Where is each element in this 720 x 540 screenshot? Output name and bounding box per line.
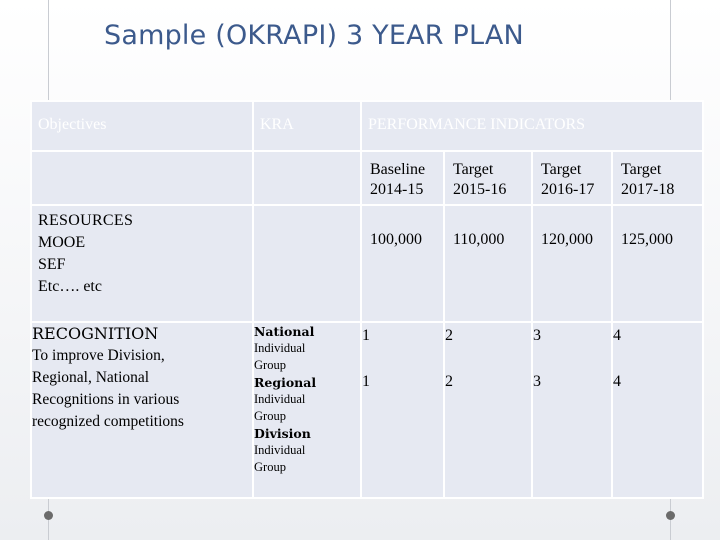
table-row-years bbox=[31, 151, 703, 205]
recognition-line: Recognitions in various bbox=[32, 391, 180, 408]
slide-title: Sample (OKRAPI) 3 YEAR PLAN bbox=[104, 20, 524, 51]
kra-type: Individual bbox=[254, 443, 306, 457]
years-kra-cell bbox=[253, 151, 361, 205]
recognition-value: 2 bbox=[445, 373, 453, 390]
year-period: 2015-16 bbox=[453, 181, 507, 198]
table-row-recognition bbox=[31, 322, 703, 498]
header-objectives: Objectives bbox=[31, 101, 253, 151]
recognition-value: 3 bbox=[533, 327, 541, 344]
resources-objective-cell bbox=[31, 205, 253, 322]
table-row-resources bbox=[31, 205, 703, 322]
recognition-objective-cell bbox=[31, 322, 253, 498]
recognition-heading: RECOGNITION bbox=[32, 324, 159, 343]
recognition-values-target-1 bbox=[444, 322, 532, 498]
year-period: 2014-15 bbox=[370, 181, 424, 198]
years-objectives-cell bbox=[31, 151, 253, 205]
year-label: Target bbox=[453, 161, 494, 178]
year-period: 2017-18 bbox=[621, 181, 675, 198]
recognition-values-target-2 bbox=[532, 322, 612, 498]
decorative-dot-right bbox=[666, 511, 675, 520]
table-header-row bbox=[31, 101, 703, 151]
year-label: Target bbox=[541, 161, 582, 178]
recognition-value: 4 bbox=[613, 373, 621, 390]
recognition-line: Regional, National bbox=[32, 369, 150, 386]
header-kra: KRA bbox=[253, 101, 361, 151]
kra-type: Individual bbox=[254, 392, 306, 406]
resources-value-target-1: 110,000 bbox=[444, 205, 532, 322]
decorative-dot-left bbox=[44, 511, 53, 520]
kra-type: Group bbox=[254, 460, 286, 474]
recognition-value: 1 bbox=[362, 373, 370, 390]
resources-heading: RESOURCES bbox=[38, 212, 134, 229]
year-period: 2016-17 bbox=[541, 181, 595, 198]
year-cell-target-2 bbox=[532, 151, 612, 205]
recognition-line: To improve Division, bbox=[32, 347, 165, 364]
recognition-value: 2 bbox=[445, 327, 453, 344]
recognition-line: recognized competitions bbox=[32, 413, 184, 430]
header-performance-indicators: PERFORMANCE INDICATORS bbox=[361, 101, 703, 151]
kra-type: Group bbox=[254, 358, 286, 372]
resource-item: MOOE bbox=[38, 234, 86, 251]
kra-level: Regional bbox=[254, 375, 317, 390]
kra-type: Group bbox=[254, 409, 286, 423]
kra-level: National bbox=[254, 324, 315, 339]
year-cell-target-3 bbox=[612, 151, 703, 205]
recognition-values-target-3 bbox=[612, 322, 703, 498]
year-label: Target bbox=[621, 161, 662, 178]
resources-value-target-2: 120,000 bbox=[532, 205, 612, 322]
resources-value-target-3: 125,000 bbox=[612, 205, 703, 322]
plan-table bbox=[30, 100, 704, 499]
recognition-value: 1 bbox=[362, 327, 370, 344]
year-cell-baseline bbox=[361, 151, 444, 205]
resources-value-baseline: 100,000 bbox=[361, 205, 444, 322]
recognition-values-baseline bbox=[361, 322, 444, 498]
recognition-value: 3 bbox=[533, 373, 541, 390]
resource-item: SEF bbox=[38, 256, 66, 273]
kra-level: Division bbox=[254, 426, 311, 441]
year-label: Baseline bbox=[370, 161, 426, 178]
recognition-kra-cell bbox=[253, 322, 361, 498]
resources-kra-cell bbox=[253, 205, 361, 322]
kra-type: Individual bbox=[254, 341, 306, 355]
resource-item: Etc…. etc bbox=[38, 278, 102, 295]
recognition-value: 4 bbox=[613, 327, 621, 344]
year-cell-target-1 bbox=[444, 151, 532, 205]
